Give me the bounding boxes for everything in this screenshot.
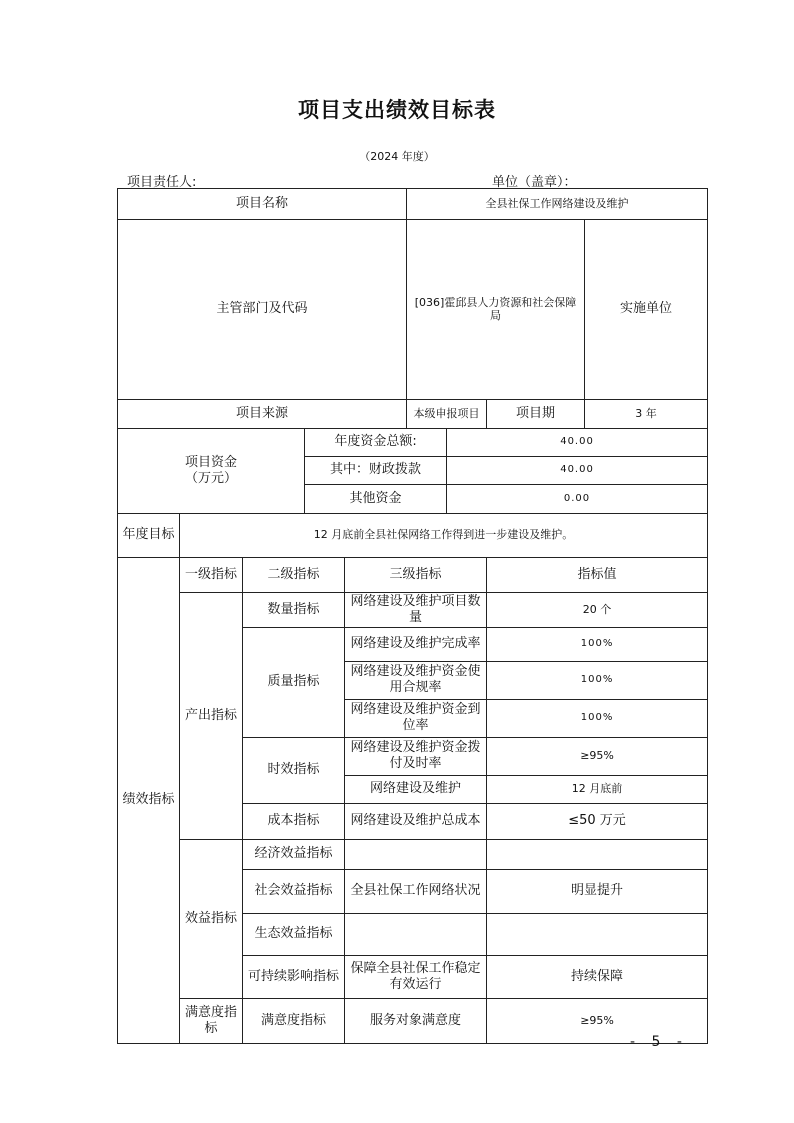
indicator-name: 保障全县社保工作稳定有效运行: [345, 955, 487, 998]
header-indicator-value: 指标值: [487, 557, 708, 592]
responsible-person-label: 项目责任人:: [127, 175, 197, 190]
benefit-indicators-label: 效益指标: [180, 839, 243, 998]
project-name-label: 项目名称: [118, 189, 407, 220]
funds-unit-text: （万元）: [184, 470, 237, 486]
satisfaction-sub-label: 满意度指标: [243, 998, 345, 1043]
ecological-indicator-label: 生态效益指标: [243, 913, 345, 955]
indicator-header-row: [118, 557, 708, 592]
economic-indicator-label: 经济效益指标: [243, 839, 345, 869]
indicator-value: 100%: [487, 699, 708, 737]
project-name-value: 全县社保工作网络建设及维护: [407, 189, 708, 220]
indicator-name: 网络建设及维护资金使用合规率: [345, 661, 487, 699]
project-funds-label: [118, 428, 305, 513]
performance-target-table: [117, 188, 708, 1044]
indicator-value: [487, 913, 708, 955]
indicator-name: [345, 913, 487, 955]
indicator-name: 网络建设及维护项目数量: [345, 592, 487, 627]
source-value: 本级申报项目: [407, 399, 487, 428]
fiscal-funds-value: 40.00: [447, 456, 708, 484]
sustainability-indicator-label: 可持续影响指标: [243, 955, 345, 998]
quantity-indicator-label: 数量指标: [243, 592, 345, 627]
indicator-value: 100%: [487, 627, 708, 661]
project-name-row: [118, 189, 708, 220]
indicator-name: 网络建设及维护完成率: [345, 627, 487, 661]
funds-label-text: 项目资金: [184, 454, 237, 470]
department-value: [036]霍邱县人力资源和社会保障局: [407, 220, 585, 400]
indicator-name: 网络建设及维护资金拨付及时率: [345, 737, 487, 775]
total-funds-row: [118, 428, 708, 456]
indicator-row: [118, 998, 708, 1043]
header-level-3: 三级指标: [345, 557, 487, 592]
indicator-name: 服务对象满意度: [345, 998, 487, 1043]
indicator-name: 网络建设及维护: [345, 775, 487, 803]
indicator-name: 网络建设及维护总成本: [345, 803, 487, 839]
indicator-name: [345, 839, 487, 869]
performance-indicators-label: 绩效指标: [118, 557, 180, 1043]
indicator-value: ≥95%: [487, 998, 708, 1043]
indicator-name: 全县社保工作网络状况: [345, 869, 487, 913]
page-number: - 5 -: [630, 1034, 688, 1050]
department-label: 主管部门及代码: [118, 220, 407, 400]
indicator-value: 12 月底前: [487, 775, 708, 803]
other-funds-label: 其他资金: [305, 484, 447, 513]
header-level-1: 一级指标: [180, 557, 243, 592]
social-indicator-label: 社会效益指标: [243, 869, 345, 913]
indicator-row: [118, 839, 708, 869]
header-level-2: 二级指标: [243, 557, 345, 592]
indicator-value: [487, 839, 708, 869]
total-funds-value: 40.00: [447, 428, 708, 456]
fiscal-funds-label: 其中：财政拨款: [305, 456, 447, 484]
output-indicators-label: 产出指标: [180, 592, 243, 839]
department-row: [118, 220, 708, 400]
indicator-value: 持续保障: [487, 955, 708, 998]
fiscal-year: （2024 年度）: [359, 150, 435, 163]
unit-seal-label: 单位（盖章）：: [492, 175, 577, 190]
implementing-unit-label: 实施单位: [585, 220, 708, 400]
total-funds-label: 年度资金总额:: [305, 428, 447, 456]
annual-goal-value: 12 月底前全县社保网络工作得到进一步建设及维护。: [180, 513, 708, 557]
indicator-value: 明显提升: [487, 869, 708, 913]
period-value: 3 年: [585, 399, 708, 428]
indicator-value: ≥95%: [487, 737, 708, 775]
annual-goal-label: 年度目标: [118, 513, 180, 557]
annual-goal-row: [118, 513, 708, 557]
source-row: [118, 399, 708, 428]
page-title: 项目支出绩效目标表: [298, 97, 496, 122]
indicator-value: 20 个: [487, 592, 708, 627]
quality-indicator-label: 质量指标: [243, 627, 345, 737]
indicator-name: 网络建设及维护资金到位率: [345, 699, 487, 737]
period-label: 项目期: [487, 399, 585, 428]
indicator-value: 100%: [487, 661, 708, 699]
indicator-row: [118, 592, 708, 627]
timeliness-indicator-label: 时效指标: [243, 737, 345, 803]
indicator-value: ≤50 万元: [487, 803, 708, 839]
cost-indicator-label: 成本指标: [243, 803, 345, 839]
other-funds-value: 0.00: [447, 484, 708, 513]
satisfaction-indicators-label: 满意度指标: [180, 998, 243, 1043]
source-label: 项目来源: [118, 399, 407, 428]
